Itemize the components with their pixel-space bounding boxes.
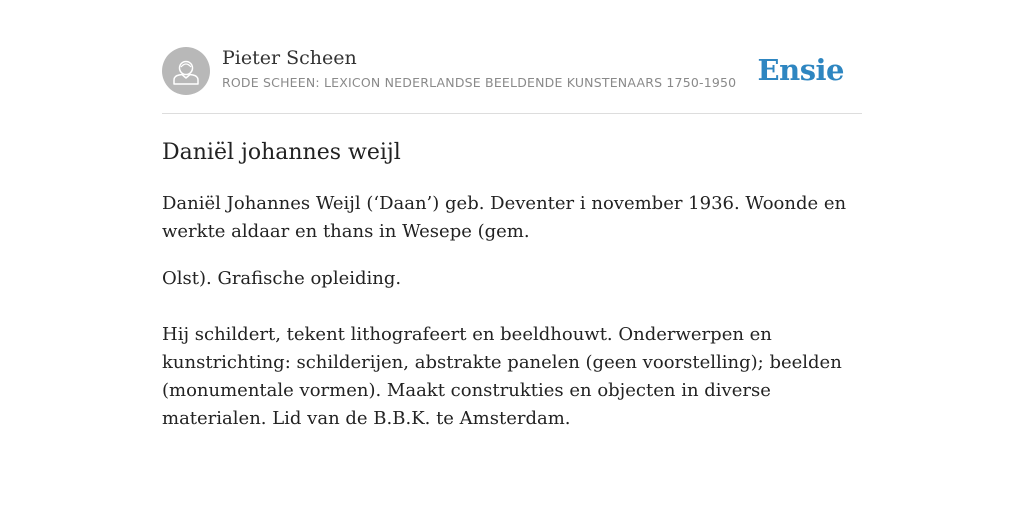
article-body [162,190,862,433]
article-header [162,46,862,96]
paragraph: Olst). Grafische opleiding. [162,268,402,289]
author-name[interactable]: Pieter Scheen [222,47,357,69]
user-icon [162,47,210,95]
page-title: Daniël johannes weijl [162,140,401,165]
author-block [222,46,736,91]
author-avatar[interactable] [162,47,210,95]
paragraph: Hij schildert, tekent lithografeert en beeldhouwt. Onderwerpen en kunstrichting: schilderijen, abstrakte panelen (geen voorstelling); beelden (monumentale vormen). Maakt construkties en objecten in diverse materialen. Lid van de B.B.K. te Amsterdam. [162,324,842,429]
ensie-logo[interactable]: Ensie [757,53,844,87]
source-title[interactable]: RODE SCHEEN: LEXICON NEDERLANDSE BEELDENDE KUNSTENAARS 1750-1950 [222,75,737,90]
divider [162,113,862,114]
paragraph: Daniël Johannes Weijl (‘Daan’) geb. Deventer i november 1936. Woonde en werkte aldaar en thans in Wesepe (gem. [162,193,847,242]
